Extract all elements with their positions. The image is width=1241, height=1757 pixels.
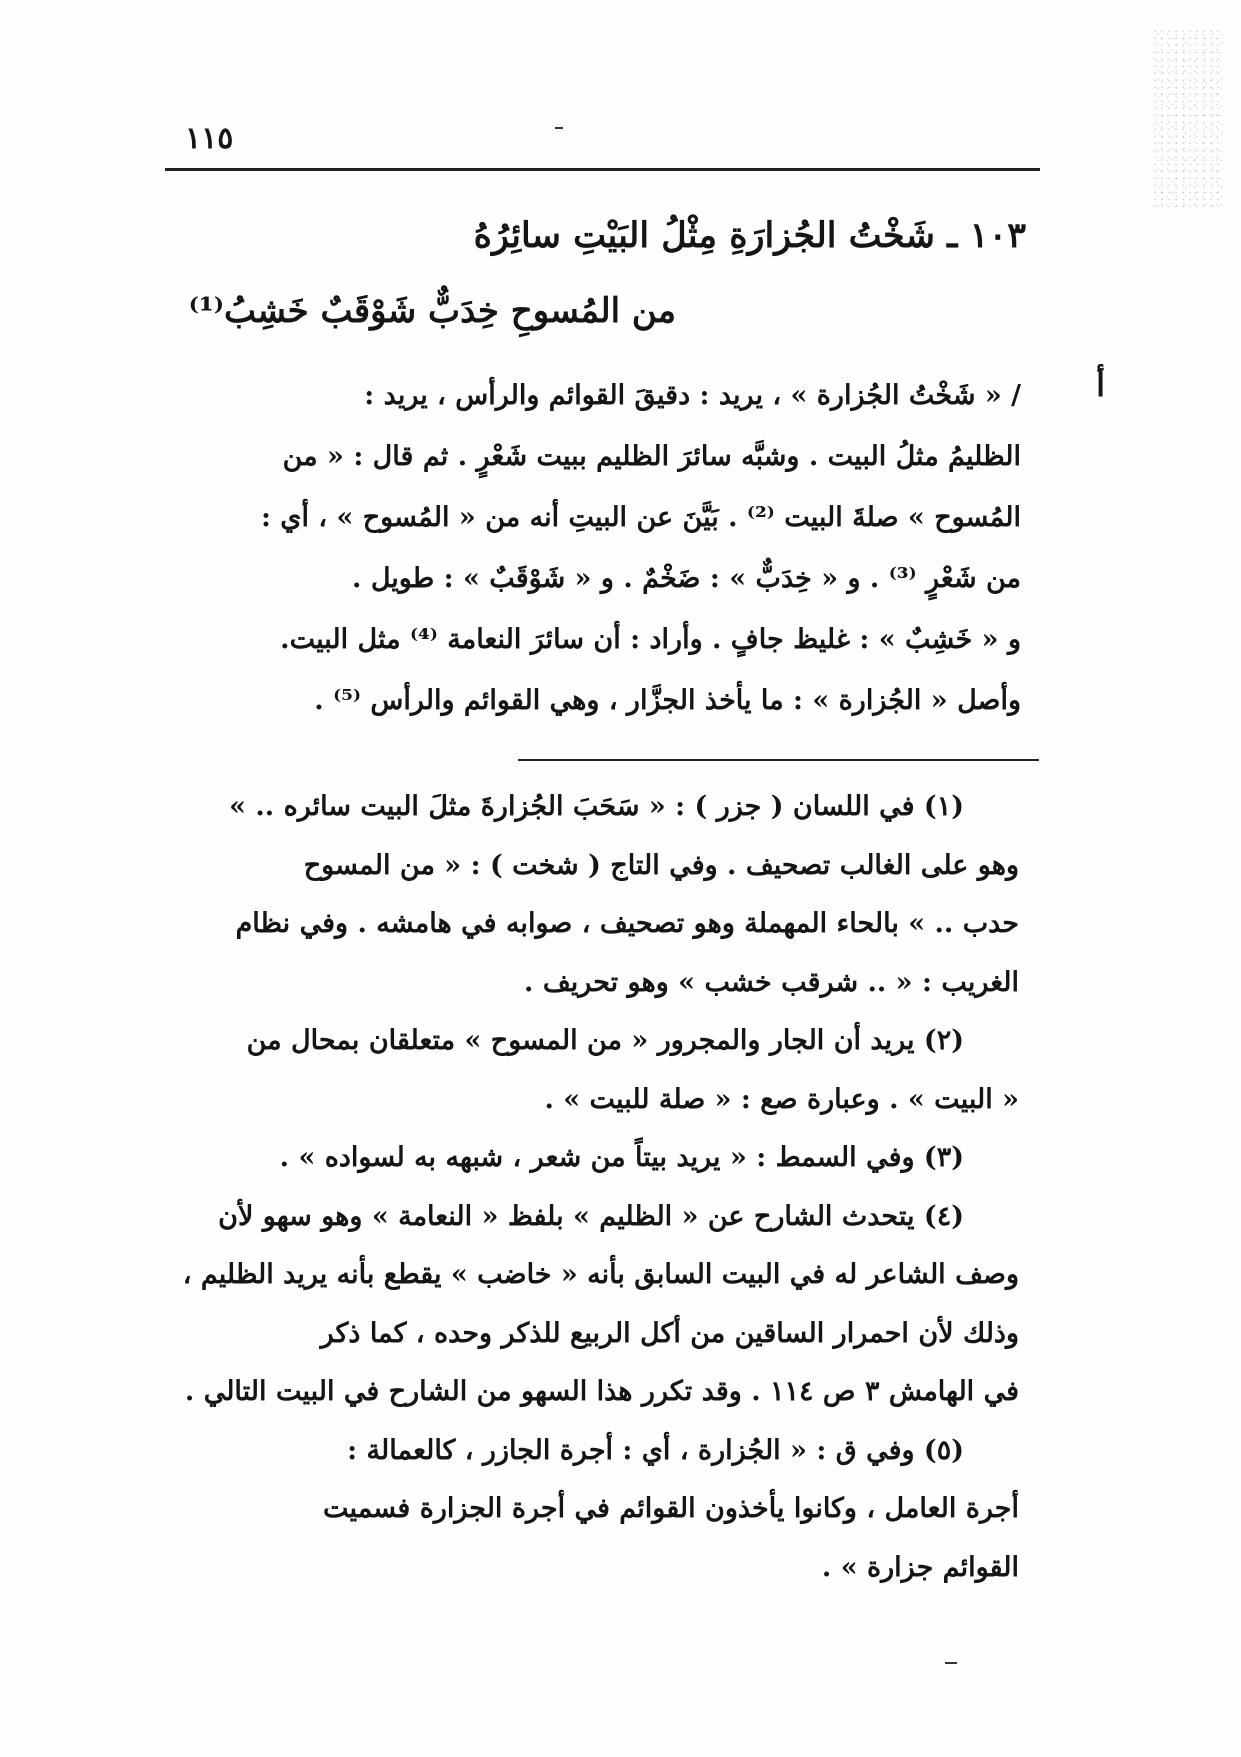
header-rule [165, 168, 1040, 171]
commentary-text [161, 365, 1021, 731]
footnote-line: الغريب : « .. شرقب خشب » وهو تحريف . [524, 966, 1019, 998]
footnote-separator [518, 759, 1039, 761]
footnote-line: (٣) وفي السمط : « يريد بيتاً من شعر ، شبهه به لسواده » . [279, 1142, 964, 1173]
commentary-line: وأصل « الجُزارة » : ما يأخذ الجزَّار ، وهي القوائم والرأس ⁽⁵⁾ . [314, 685, 1021, 716]
verse-line-2: من المُسوحِ خِدَبٌّ شَوْقَبٌ خَشِبُ⁽¹⁾ [188, 291, 676, 331]
verse-line-1: ١٠٣ ـ شَخْتُ الجُزارَةِ مِثْلُ البَيْتِ سائِرُهُ [473, 215, 1026, 256]
footnotes [159, 778, 1019, 1597]
footnote-line: (٤) يتحدث الشارح عن « الظليم » بلفظ « النعامة » وهو سهو لأن [218, 1200, 964, 1232]
footnote-line: وهو على الغالب تصحيف . وفي التاج ( شخت ) : « من المسوح [303, 849, 1019, 881]
footnote-line: (٥) وفي ق : « الجُزارة ، أي : أجرة الجازر ، كالعمالة : [347, 1434, 964, 1466]
footnote-line: وصف الشاعر له في البيت السابق بأنه « خاضب » يقطع بأنه يريد الظليم ، [182, 1259, 1019, 1290]
commentary-line: / « شَخْتُ الجُزارة » ، يريد : دقيقَ القوائم والرأس ، يريد : [364, 380, 1021, 411]
scan-edge-shading [1153, 30, 1223, 210]
footnote-line: حدب .. » بالحاء المهملة وهو تصحيف ، صوابه في هامشه . وفي نظام [235, 908, 1019, 939]
commentary-line: من شَعْرٍ ⁽³⁾ . و « خِدَبٌّ » : ضَخْمٌ . و « شَوْقَبٌ » : طويل . [352, 563, 1021, 594]
footnote-line: (٢) يريد أن الجار والمجرور « من المسوح » متعلقان بمحال من [246, 1025, 964, 1056]
commentary-line: الظليمُ مثلُ البيت . وشبَّه سائرَ الظليم ببيت شَعْرٍ . ثم قال : « من [282, 441, 1021, 472]
page-number: ١١٥ [185, 121, 234, 156]
scan-mark [945, 1662, 957, 1664]
scan-mark [555, 127, 563, 129]
footnote-line: « البيت » . وعبارة صع : « صلة للبيت » . [544, 1083, 1019, 1115]
footnote-line: أجرة العامل ، وكانوا يأخذون القوائم في أجرة الجزارة فسميت [323, 1493, 1019, 1524]
footnote-line: في الهامش ٣ ص ١١٤ . وقد تكرر هذا السهو من الشارح في البيت التالي . [184, 1376, 1019, 1407]
commentary-line: و « خَشِبٌ » : غليظ جافٍ . وأراد : أن سائرَ النعامة ⁽⁴⁾ مثل البيت. [280, 624, 1021, 655]
margin-marker: أ [1096, 366, 1105, 404]
commentary-line: المُسوح » صلةَ البيت ⁽²⁾ . بَيَّنَ عن البيتِ أنه من « المُسوح » ، أي : [260, 502, 1021, 533]
footnote-line: القوائم جزارة » . [821, 1551, 1019, 1583]
footnote-line: (١) في اللسان ( جزر ) : « سَحَبَ الجُزارةَ مثلَ البيت سائره .. » [229, 791, 964, 822]
footnote-line: وذلك لأن احمرار الساقين من أكل الربيع للذكر وحده ، كما ذكر [320, 1317, 1019, 1349]
